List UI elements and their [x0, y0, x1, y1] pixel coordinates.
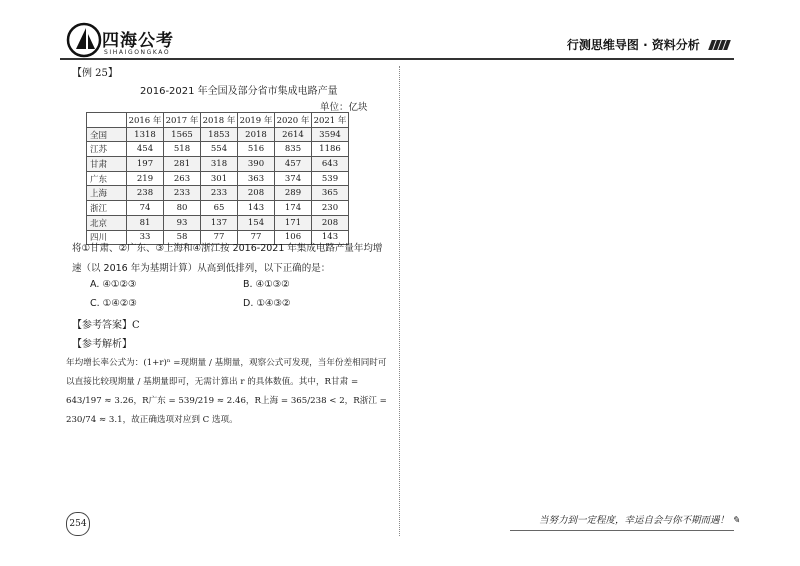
table-cell: 1565	[164, 127, 201, 142]
table-cell: 233	[201, 186, 238, 201]
table-cell: 230	[312, 201, 349, 216]
row-header: 甘肃	[87, 157, 127, 172]
table-header-row	[87, 113, 349, 128]
table-row	[87, 171, 349, 186]
table-row	[87, 142, 349, 157]
table-cell: 318	[201, 157, 238, 172]
table-cell: 143	[238, 201, 275, 216]
explanation-text: 年均增长率公式为：(1+r)ⁿ =现期量 / 基期量，观察公式可发现，当年份差相同时可以直接比较现期量 / 基期量即可，无需计算出 r 的具体数值。其中，R甘肃 = 643/197 ≈ 3.26，R广东 = 539/219 ≈ 2.46，R上海 = 365/238 < 2，R浙江 = 230/74 ≈ 3.1，故正确选项对应到 C 选项。	[66, 358, 387, 425]
column-header: 2019 年	[238, 113, 275, 128]
table-cell: 238	[127, 186, 164, 201]
sail-logo-icon	[66, 22, 102, 58]
table-row	[87, 157, 349, 172]
table-cell: 1853	[201, 127, 238, 142]
table-cell: 554	[201, 142, 238, 157]
table-cell: 3594	[312, 127, 349, 142]
table-cell: 1318	[127, 127, 164, 142]
column-header: 2018 年	[201, 113, 238, 128]
production-table	[86, 112, 349, 245]
table-row	[87, 215, 349, 230]
column-header	[87, 113, 127, 128]
table-row	[87, 201, 349, 216]
table-cell: 835	[275, 142, 312, 157]
option-a: A. ④①②③	[90, 279, 137, 290]
table-cell: 77	[201, 230, 238, 245]
table-cell: 289	[275, 186, 312, 201]
table-cell: 457	[275, 157, 312, 172]
table-cell: 58	[164, 230, 201, 245]
option-c: C. ①④②③	[90, 298, 137, 309]
column-header: 2017 年	[164, 113, 201, 128]
section-title-text: 行测思维导图 · 资料分析	[566, 38, 700, 52]
table-cell: 219	[127, 171, 164, 186]
table-cell: 80	[164, 201, 201, 216]
option-b: B. ④①③②	[243, 279, 290, 290]
column-header: 2021 年	[312, 113, 349, 128]
page-number: 254	[66, 512, 90, 536]
brand-logo	[66, 22, 176, 62]
slogan-text: 当努力到一定程度，幸运自会与你不期而遇！	[538, 515, 729, 526]
table-cell: 281	[164, 157, 201, 172]
row-header: 北京	[87, 215, 127, 230]
table-unit: 单位：亿块	[320, 102, 368, 113]
table-cell: 2614	[275, 127, 312, 142]
table-cell: 171	[275, 215, 312, 230]
example-tag: 【例 25】	[72, 68, 118, 79]
logo-chinese-text: 四海公考	[102, 31, 174, 51]
table-title: 2016-2021 年全国及部分省市集成电路产量	[140, 86, 338, 97]
question-text: 将①甘肃、②广东、③上海和④浙江按 2016-2021 年集成电路产量年均增速（以 2016 年为基期计算）从高到低排列，以下正确的是：	[72, 243, 383, 274]
table-cell: 93	[164, 215, 201, 230]
table-row	[87, 127, 349, 142]
table-cell: 365	[312, 186, 349, 201]
table-cell: 106	[275, 230, 312, 245]
table-cell: 77	[238, 230, 275, 245]
table-cell: 539	[312, 171, 349, 186]
section-title	[567, 36, 730, 53]
row-header: 江苏	[87, 142, 127, 157]
option-d: D. ①④③②	[243, 298, 291, 309]
table-row	[87, 186, 349, 201]
answer-label: 【参考答案】C	[72, 320, 140, 331]
table-cell: 208	[312, 215, 349, 230]
table-cell: 197	[127, 157, 164, 172]
row-header: 上海	[87, 186, 127, 201]
column-divider	[399, 66, 400, 536]
row-header: 四川	[87, 230, 127, 245]
table-cell: 2018	[238, 127, 275, 142]
table-cell: 516	[238, 142, 275, 157]
table-cell: 233	[164, 186, 201, 201]
table-cell: 301	[201, 171, 238, 186]
explanation-tag: 【参考解析】	[72, 339, 132, 350]
header-divider	[60, 58, 734, 60]
table-cell: 390	[238, 157, 275, 172]
table-cell: 208	[238, 186, 275, 201]
footer-slogan	[539, 512, 740, 526]
table-cell: 454	[127, 142, 164, 157]
table-cell: 374	[275, 171, 312, 186]
table-cell: 643	[312, 157, 349, 172]
column-header: 2016 年	[127, 113, 164, 128]
table-cell: 65	[201, 201, 238, 216]
pen-icon: ✎	[732, 515, 740, 526]
table-cell: 33	[127, 230, 164, 245]
table-cell: 143	[312, 230, 349, 245]
column-header: 2020 年	[275, 113, 312, 128]
table-cell: 154	[238, 215, 275, 230]
logo-english-text: SIHAIGONGKAO	[104, 49, 171, 56]
footer-divider	[510, 530, 734, 531]
table-cell: 1186	[312, 142, 349, 157]
table-cell: 518	[164, 142, 201, 157]
table-cell: 74	[127, 201, 164, 216]
row-header: 全国	[87, 127, 127, 142]
table-cell: 263	[164, 171, 201, 186]
table-cell: 137	[201, 215, 238, 230]
table-cell: 363	[238, 171, 275, 186]
table-cell: 174	[275, 201, 312, 216]
decorative-bars-icon	[710, 39, 730, 53]
row-header: 浙江	[87, 201, 127, 216]
row-header: 广东	[87, 171, 127, 186]
table-cell: 81	[127, 215, 164, 230]
